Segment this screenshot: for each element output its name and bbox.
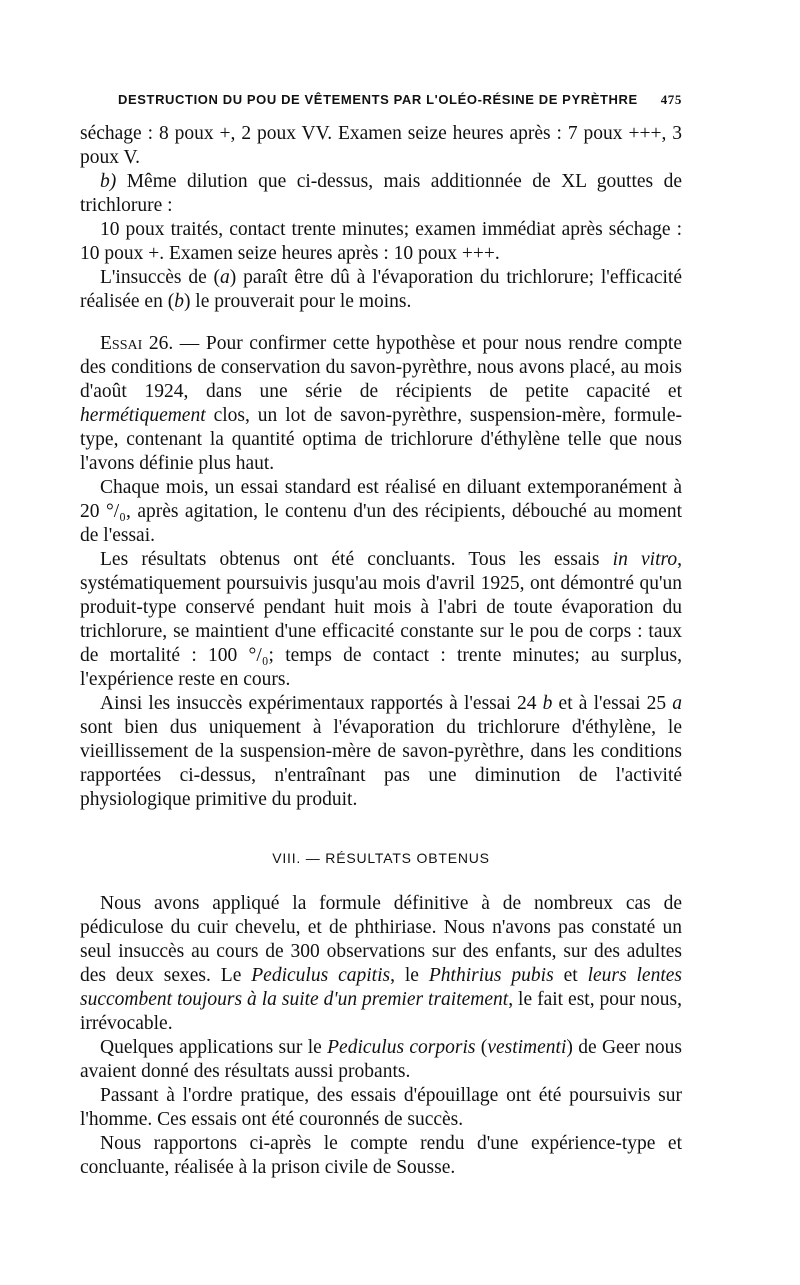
paragraph-resultats bbox=[80, 548, 682, 692]
italic-letter: b bbox=[174, 291, 184, 312]
text-span: clos, un lot de savon-pyrèthre, suspension-mère, formule-type, contenant la quantité optima de trichlorure d'éthylène telle que nous l'avons définie plus haut. bbox=[80, 405, 682, 474]
text-span: et à l'essai 25 bbox=[552, 693, 673, 714]
text-span: sont bien dus uniquement à l'évaporation du trichlorure d'éthylène, le vieillissement de la suspension-mère de savon-pyrèthre, dans les conditions rapportées ci-dessus, n'entraînant pas une diminution de l'activité physiologique primitive du produit. bbox=[80, 717, 682, 810]
text-span: Les résultats obtenus ont été concluants. Tous les essais bbox=[100, 549, 613, 570]
running-title: DESTRUCTION DU POU DE VÊTEMENTS PAR L'OLÉO-RÉSINE DE PYRÈTHRE bbox=[118, 92, 638, 107]
species-name: vestimenti bbox=[487, 1037, 567, 1058]
paragraph-compte-rendu: Nous rapportons ci-après le compte rendu d'une expérience-type et concluante, réalisée à la prison civile de Sousse. bbox=[80, 1133, 682, 1178]
text-span: L'insuccès de ( bbox=[100, 267, 221, 288]
text-span: — Pour confirmer cette hypothèse et pour nous rendre compte des conditions de conservation du savon-pyrèthre, nous avons placé, au mois d'août 1924, dans une série de récipients de petite capacité et bbox=[80, 333, 682, 402]
paragraph-chaque-mois: Chaque mois, un essai standard est réalisé en diluant extemporanément à 20 °/₀, après agitation, le contenu d'un des récipients, débouché au moment de l'essai. bbox=[80, 477, 682, 546]
paragraph-b-dilution bbox=[80, 170, 682, 218]
page bbox=[80, 92, 682, 1180]
italic-word: in vitro bbox=[612, 549, 678, 570]
paragraph-continued: séchage : 8 poux +, 2 poux VV. Examen seize heures après : 7 poux +++, 3 poux V. bbox=[80, 123, 682, 168]
essai-label: Essai 26. bbox=[100, 333, 174, 354]
running-header bbox=[80, 92, 682, 108]
text-span: ) de Geer nous avaient donné des résultats aussi probants. bbox=[80, 1037, 683, 1082]
text-span: , systématiquement poursuivis jusqu'au mois d'avril 1925, ont démontré qu'un produit-type conservé pendant huit mois à l'abri de toute évaporation du trichlorure, se maintient d'une efficacité constante sur le pou de corps : taux de mortalité : 100 °/₀; temps de contact : trente minutes; au surplus, l'expérience reste en cours. bbox=[80, 549, 682, 690]
text-span: ) paraît être dû à l'évaporation du trichlorure; l'efficacité réalisée en ( bbox=[80, 267, 682, 312]
paragraph-corporis bbox=[80, 1036, 682, 1084]
italic-phrase: leurs lentes succombent toujours à la suite d'un premier traitement bbox=[80, 965, 682, 1010]
paragraph-results-b: 10 poux traités, contact trente minutes; examen immédiat après séchage : 10 poux +. Examen seize heures après : 10 poux +++. bbox=[80, 219, 682, 264]
section-heading: VIII. — RÉSULTATS OBTENUS bbox=[272, 850, 490, 866]
species-name: Pediculus capitis bbox=[251, 965, 391, 986]
text-span: Quelques applications sur le bbox=[100, 1037, 328, 1058]
text-span: et bbox=[553, 965, 588, 986]
text-span: Ainsi les insuccès expérimentaux rapportés à l'essai 24 bbox=[100, 693, 543, 714]
paragraph-essai-26 bbox=[80, 332, 682, 476]
paragraph-b-text: Même dilution que ci-dessus, mais additionnée de XL gouttes de trichlorure : bbox=[80, 171, 682, 216]
text-span: ( bbox=[475, 1037, 488, 1058]
text-span: Nous avons appliqué la formule définitive à de nombreux cas de pédiculose du cuir chevelu, et de phthiriase. Nous n'avons pas constaté un seul insuccès au cours de 300 observations sur des enfants, sur des adultes des deux sexes. Le bbox=[80, 893, 682, 986]
text-span: , le bbox=[390, 965, 429, 986]
species-name: Phthirius pubis bbox=[428, 965, 554, 986]
paragraph-formule bbox=[80, 892, 682, 1036]
italic-letter: b bbox=[542, 693, 553, 714]
text-span: ) le prouverait pour le moins. bbox=[183, 291, 412, 312]
text-span: , le fait est, pour nous, irrévocable. bbox=[80, 989, 682, 1034]
italic-letter: a bbox=[672, 693, 682, 714]
paragraph-pratique: Passant à l'ordre pratique, des essais d'épouillage ont été poursuivis sur l'homme. Ces essais ont été couronnés de succès. bbox=[80, 1085, 682, 1130]
italic-word: hermétiquement bbox=[80, 405, 206, 426]
paragraph-ainsi bbox=[80, 692, 682, 812]
species-name: Pediculus corporis bbox=[327, 1037, 476, 1058]
paragraph-insucces bbox=[80, 266, 682, 314]
page-number: 475 bbox=[660, 92, 682, 107]
item-label-b: b) bbox=[100, 171, 117, 192]
italic-letter: a bbox=[220, 267, 230, 288]
